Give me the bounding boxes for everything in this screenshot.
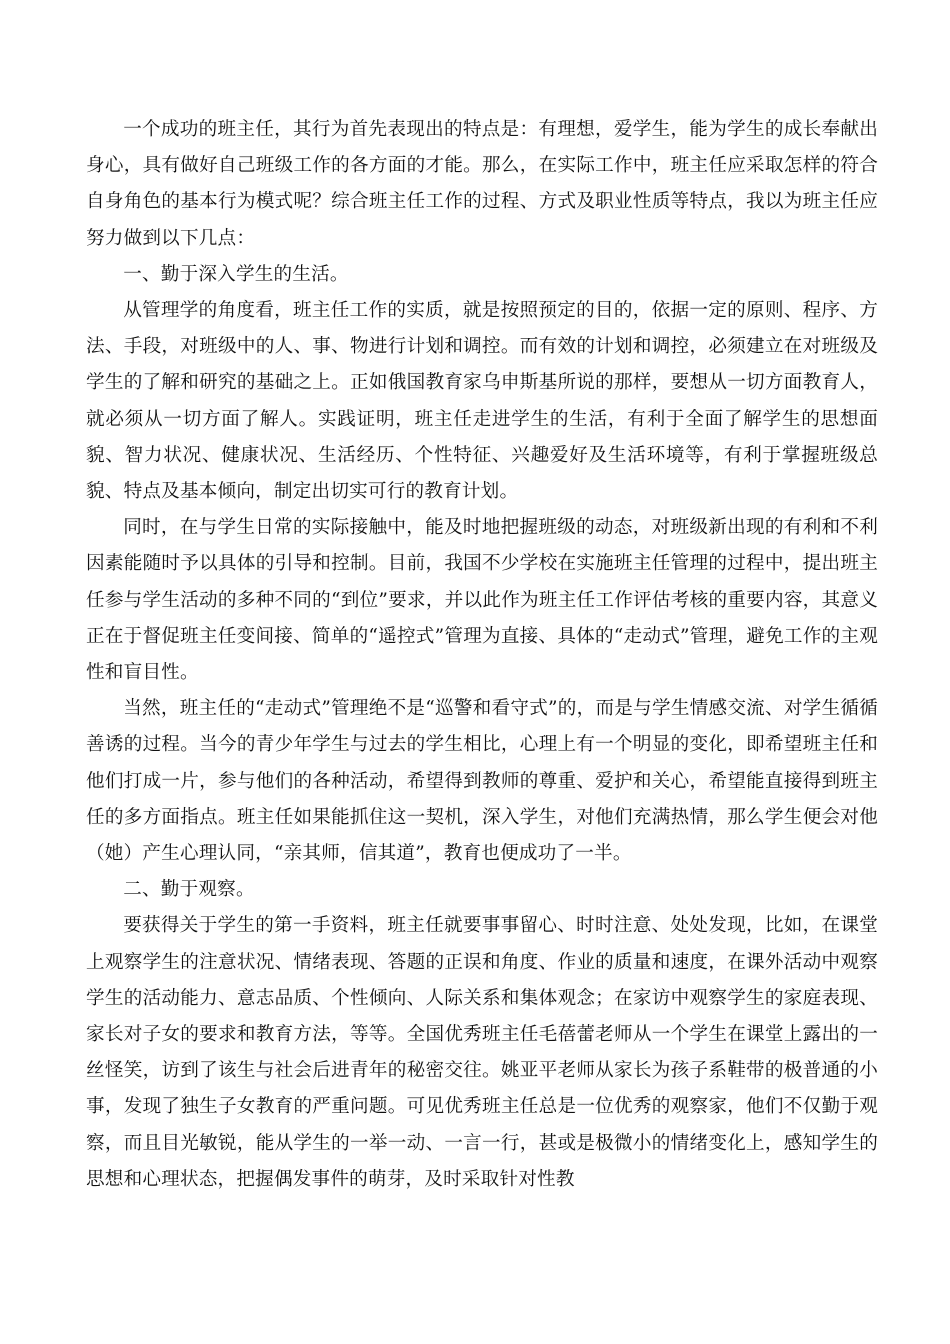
paragraph-3: 当然，班主任的“走动式”管理绝不是“巡警和看守式”的，而是与学生情感交流、对学生循循善诱的过程。当今的青少年学生与过去的学生相比，心理上有一个明显的变化，即希望班主任和他们打成一片，参与他们的各种活动，希望得到教师的尊重、爱护和关心，希望能直接得到班主任的多方面指点。班主任如果能抓住这一契机，深入学生，对他们充满热情，那么学生便会对他（她）产生心理认同，“亲其师，信其道”，教育也便成功了一半。 [86,698,878,865]
paragraph-2: 同时，在与学生日常的实际接触中，能及时地把握班级的动态，对班级新出现的有利和不利因素能随时予以具体的引导和控制。目前，我国不少学校在实施班主任管理的过程中，提出班主任参与学生活动的多种不同的“到位”要求，并以此作为班主任工作评估考核的重要内容，其意义正在于督促班主任变间接、简单的“遥控式”管理为直接、具体的“走动式”管理，避免工作的主观性和盲目性。 [86,517,878,684]
section-heading-1: 一、勤于深入学生的生活。 [123,263,349,285]
paragraph-intro: 一个成功的班主任，其行为首先表现出的特点是：有理想，爱学生，能为学生的成长奉献出身心，具有做好自己班级工作的各方面的才能。那么，在实际工作中，班主任应采取怎样的符合自身角色的基本行为模式呢？综合班主任工作的过程、方式及职业性质等特点，我以为班主任应努力做到以下几点： [86,119,878,249]
paragraph-1: 从管理学的角度看，班主任工作的实质，就是按照预定的目的，依据一定的原则、程序、方法、手段，对班级中的人、事、物进行计划和调控。而有效的计划和调控，必须建立在对班级及学生的了解和研究的基础之上。正如俄国教育家乌申斯基所说的那样，要想从一切方面教育人，就必须从一切方面了解人。实践证明，班主任走进学生的生活，有利于全面了解学生的思想面貌、智力状况、健康状况、生活经历、个性特征、兴趣爱好及生活环境等，有利于掌握班级总貌、特点及基本倾向，制定出切实可行的教育计划。 [86,300,878,503]
section-heading-2: 二、勤于观察。 [123,879,255,901]
paragraph-4: 要获得关于学生的第一手资料，班主任就要事事留心、时时注意、处处发现，比如，在课堂上观察学生的注意状况、情绪表现、答题的正误和角度、作业的质量和速度，在课外活动中观察学生的活动能力、意志品质、个性倾向、人际关系和集体观念；在家访中观察学生的家庭表现、家长对子女的要求和教育方法，等等。全国优秀班主任毛蓓蕾老师从一个学生在课堂上露出的一丝怪笑，访到了该生与社会后进青年的秘密交往。姚亚平老师从家长为孩子系鞋带的极普通的小事，发现了独生子女教育的严重问题。可见优秀班主任总是一位优秀的观察家，他们不仅勤于观察，而且目光敏锐，能从学生的一举一动、一言一行，甚或是极微小的情绪变化上，感知学生的思想和心理状态，把握偶发事件的萌芽，及时采取针对性教 [86,915,878,1190]
document-body [86,112,878,1198]
